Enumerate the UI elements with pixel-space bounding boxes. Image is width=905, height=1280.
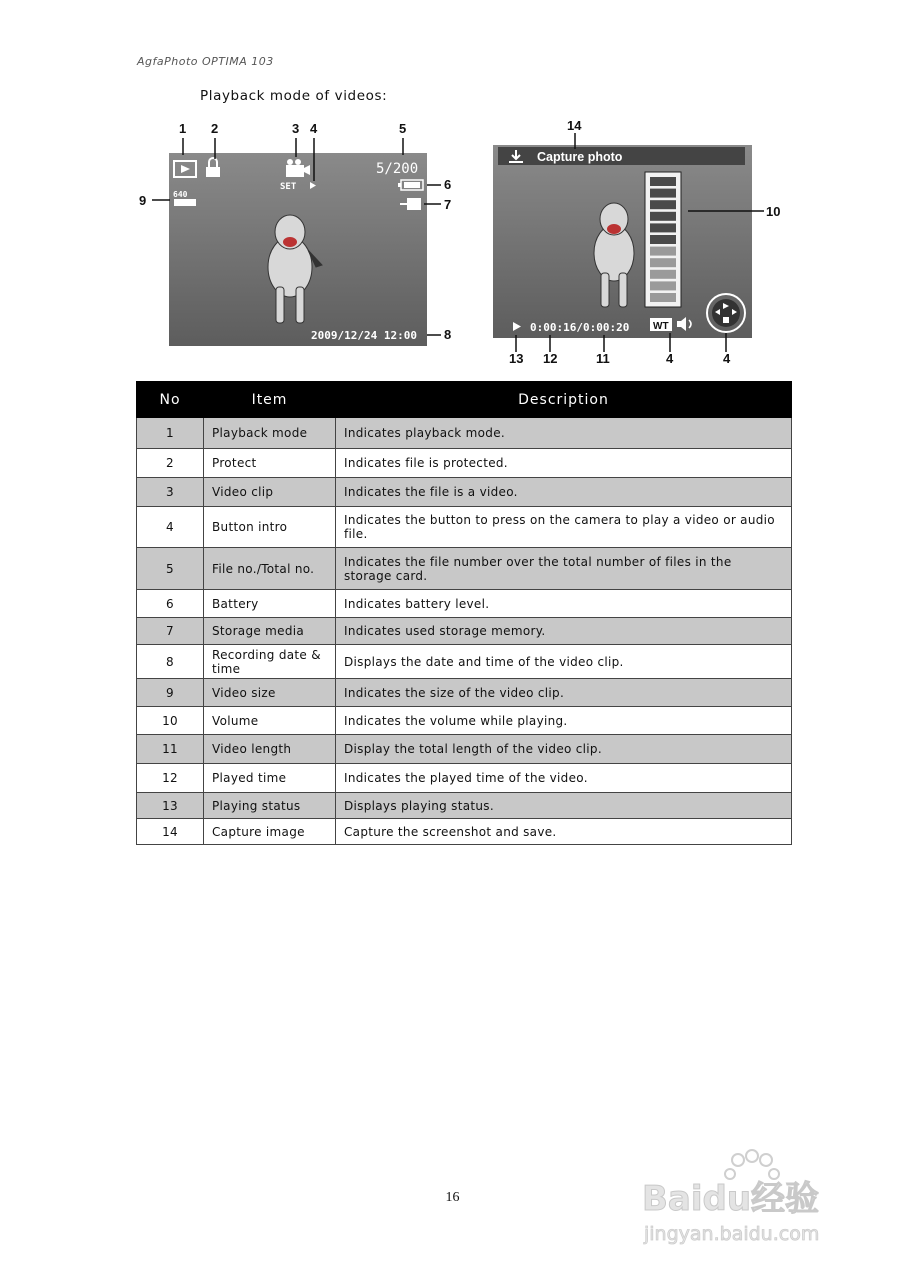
watermark-brand: Baidu经验 bbox=[642, 1179, 820, 1219]
row-item: Video length bbox=[204, 735, 336, 764]
volume-segment bbox=[650, 200, 676, 209]
callout-14: 14 bbox=[567, 118, 582, 133]
callout-5: 5 bbox=[399, 121, 407, 136]
row-no: 10 bbox=[137, 707, 204, 735]
left-screen bbox=[169, 153, 427, 346]
volume-segment bbox=[650, 270, 676, 279]
volume-segment bbox=[650, 247, 676, 256]
row-description: Indicates used storage memory. bbox=[336, 618, 792, 645]
table-row bbox=[137, 478, 792, 507]
table-row bbox=[137, 707, 792, 735]
recording-datetime: 2009/12/24 12:00 bbox=[311, 329, 417, 342]
table-row bbox=[137, 418, 792, 449]
row-no: 6 bbox=[137, 590, 204, 618]
row-item: File no./Total no. bbox=[204, 548, 336, 590]
row-item: Battery bbox=[204, 590, 336, 618]
time-readout: 0:00:16/0:00:20 bbox=[530, 321, 630, 334]
callout-4: 4 bbox=[310, 121, 318, 136]
callout-8: 8 bbox=[444, 327, 452, 342]
row-item: Button intro bbox=[204, 507, 336, 548]
callout-6: 6 bbox=[444, 177, 452, 192]
table-row bbox=[137, 764, 792, 793]
volume-segment bbox=[650, 235, 676, 244]
watermark-url: jingyan.baidu.com bbox=[644, 1223, 820, 1245]
callout-11: 11 bbox=[596, 351, 610, 366]
row-no: 14 bbox=[137, 819, 204, 845]
volume-segment bbox=[650, 281, 676, 290]
row-description: Indicates the button to press on the camera to play a video or audio file. bbox=[336, 507, 792, 548]
volume-segments bbox=[650, 177, 676, 302]
volume-segment bbox=[650, 212, 676, 221]
row-description: Indicates file is protected. bbox=[336, 449, 792, 478]
callout-1: 1 bbox=[179, 121, 187, 136]
set-button-label: SET bbox=[280, 182, 297, 192]
row-description: Indicates the file number over the total number of files in the storage card. bbox=[336, 548, 792, 590]
row-no: 4 bbox=[137, 507, 204, 548]
volume-segment bbox=[650, 177, 676, 186]
row-description: Displays playing status. bbox=[336, 793, 792, 819]
capture-photo-label: Capture photo bbox=[537, 150, 623, 164]
icon-description-table bbox=[136, 381, 792, 845]
callout-10: 10 bbox=[766, 204, 781, 219]
row-no: 7 bbox=[137, 618, 204, 645]
header-description: Description bbox=[336, 382, 792, 418]
row-description: Displays the date and time of the video clip. bbox=[336, 645, 792, 679]
row-item: Capture image bbox=[204, 819, 336, 845]
table-row bbox=[137, 507, 792, 548]
row-no: 5 bbox=[137, 548, 204, 590]
row-description: Indicates playback mode. bbox=[336, 418, 792, 449]
row-no: 11 bbox=[137, 735, 204, 764]
callout-4b: 4 bbox=[666, 351, 674, 366]
row-item: Playing status bbox=[204, 793, 336, 819]
callout-13: 13 bbox=[509, 351, 524, 366]
header-no: No bbox=[137, 382, 204, 418]
table-row bbox=[137, 548, 792, 590]
table-row bbox=[137, 793, 792, 819]
section-subtitle: Playback mode of videos: bbox=[200, 88, 388, 104]
right-screen bbox=[493, 145, 752, 338]
row-item: Protect bbox=[204, 449, 336, 478]
table-row bbox=[137, 645, 792, 679]
row-no: 9 bbox=[137, 679, 204, 707]
volume-segment bbox=[650, 293, 676, 302]
table-row bbox=[137, 679, 792, 707]
row-item: Video size bbox=[204, 679, 336, 707]
callout-7: 7 bbox=[444, 197, 452, 212]
volume-segment bbox=[650, 223, 676, 232]
callout-2: 2 bbox=[211, 121, 219, 136]
table-row bbox=[137, 449, 792, 478]
row-description: Indicates the size of the video clip. bbox=[336, 679, 792, 707]
callout-9: 9 bbox=[139, 193, 147, 208]
video-size-label: 640 bbox=[173, 190, 188, 199]
row-description: Indicates battery level. bbox=[336, 590, 792, 618]
row-description: Indicates the file is a video. bbox=[336, 478, 792, 507]
document-header: AgfaPhoto OPTIMA 103 bbox=[137, 55, 274, 68]
table-row bbox=[137, 590, 792, 618]
file-count: 5/200 bbox=[376, 161, 419, 177]
row-description: Indicates the played time of the video. bbox=[336, 764, 792, 793]
table-row bbox=[137, 618, 792, 645]
row-item: Volume bbox=[204, 707, 336, 735]
row-no: 1 bbox=[137, 418, 204, 449]
row-no: 3 bbox=[137, 478, 204, 507]
row-no: 12 bbox=[137, 764, 204, 793]
row-no: 8 bbox=[137, 645, 204, 679]
page-number: 16 bbox=[445, 1190, 460, 1205]
row-description: Indicates the volume while playing. bbox=[336, 707, 792, 735]
header-item: Item bbox=[204, 382, 336, 418]
wt-label: WT bbox=[653, 321, 669, 332]
navigation-dial-icon bbox=[707, 294, 745, 332]
row-no: 2 bbox=[137, 449, 204, 478]
row-item: Video clip bbox=[204, 478, 336, 507]
table-row bbox=[137, 735, 792, 764]
callout-3: 3 bbox=[292, 121, 300, 136]
row-no: 13 bbox=[137, 793, 204, 819]
row-item: Storage media bbox=[204, 618, 336, 645]
row-item: Playback mode bbox=[204, 418, 336, 449]
callout-12: 12 bbox=[543, 351, 558, 366]
playback-diagram bbox=[130, 115, 790, 375]
row-description: Display the total length of the video clip. bbox=[336, 735, 792, 764]
baidu-watermark bbox=[640, 1148, 870, 1248]
row-description: Capture the screenshot and save. bbox=[336, 819, 792, 845]
callout-4c: 4 bbox=[723, 351, 731, 366]
table-row bbox=[137, 819, 792, 845]
volume-segment bbox=[650, 189, 676, 198]
row-item: Recording date & time bbox=[204, 645, 336, 679]
volume-segment bbox=[650, 258, 676, 267]
row-item: Played time bbox=[204, 764, 336, 793]
